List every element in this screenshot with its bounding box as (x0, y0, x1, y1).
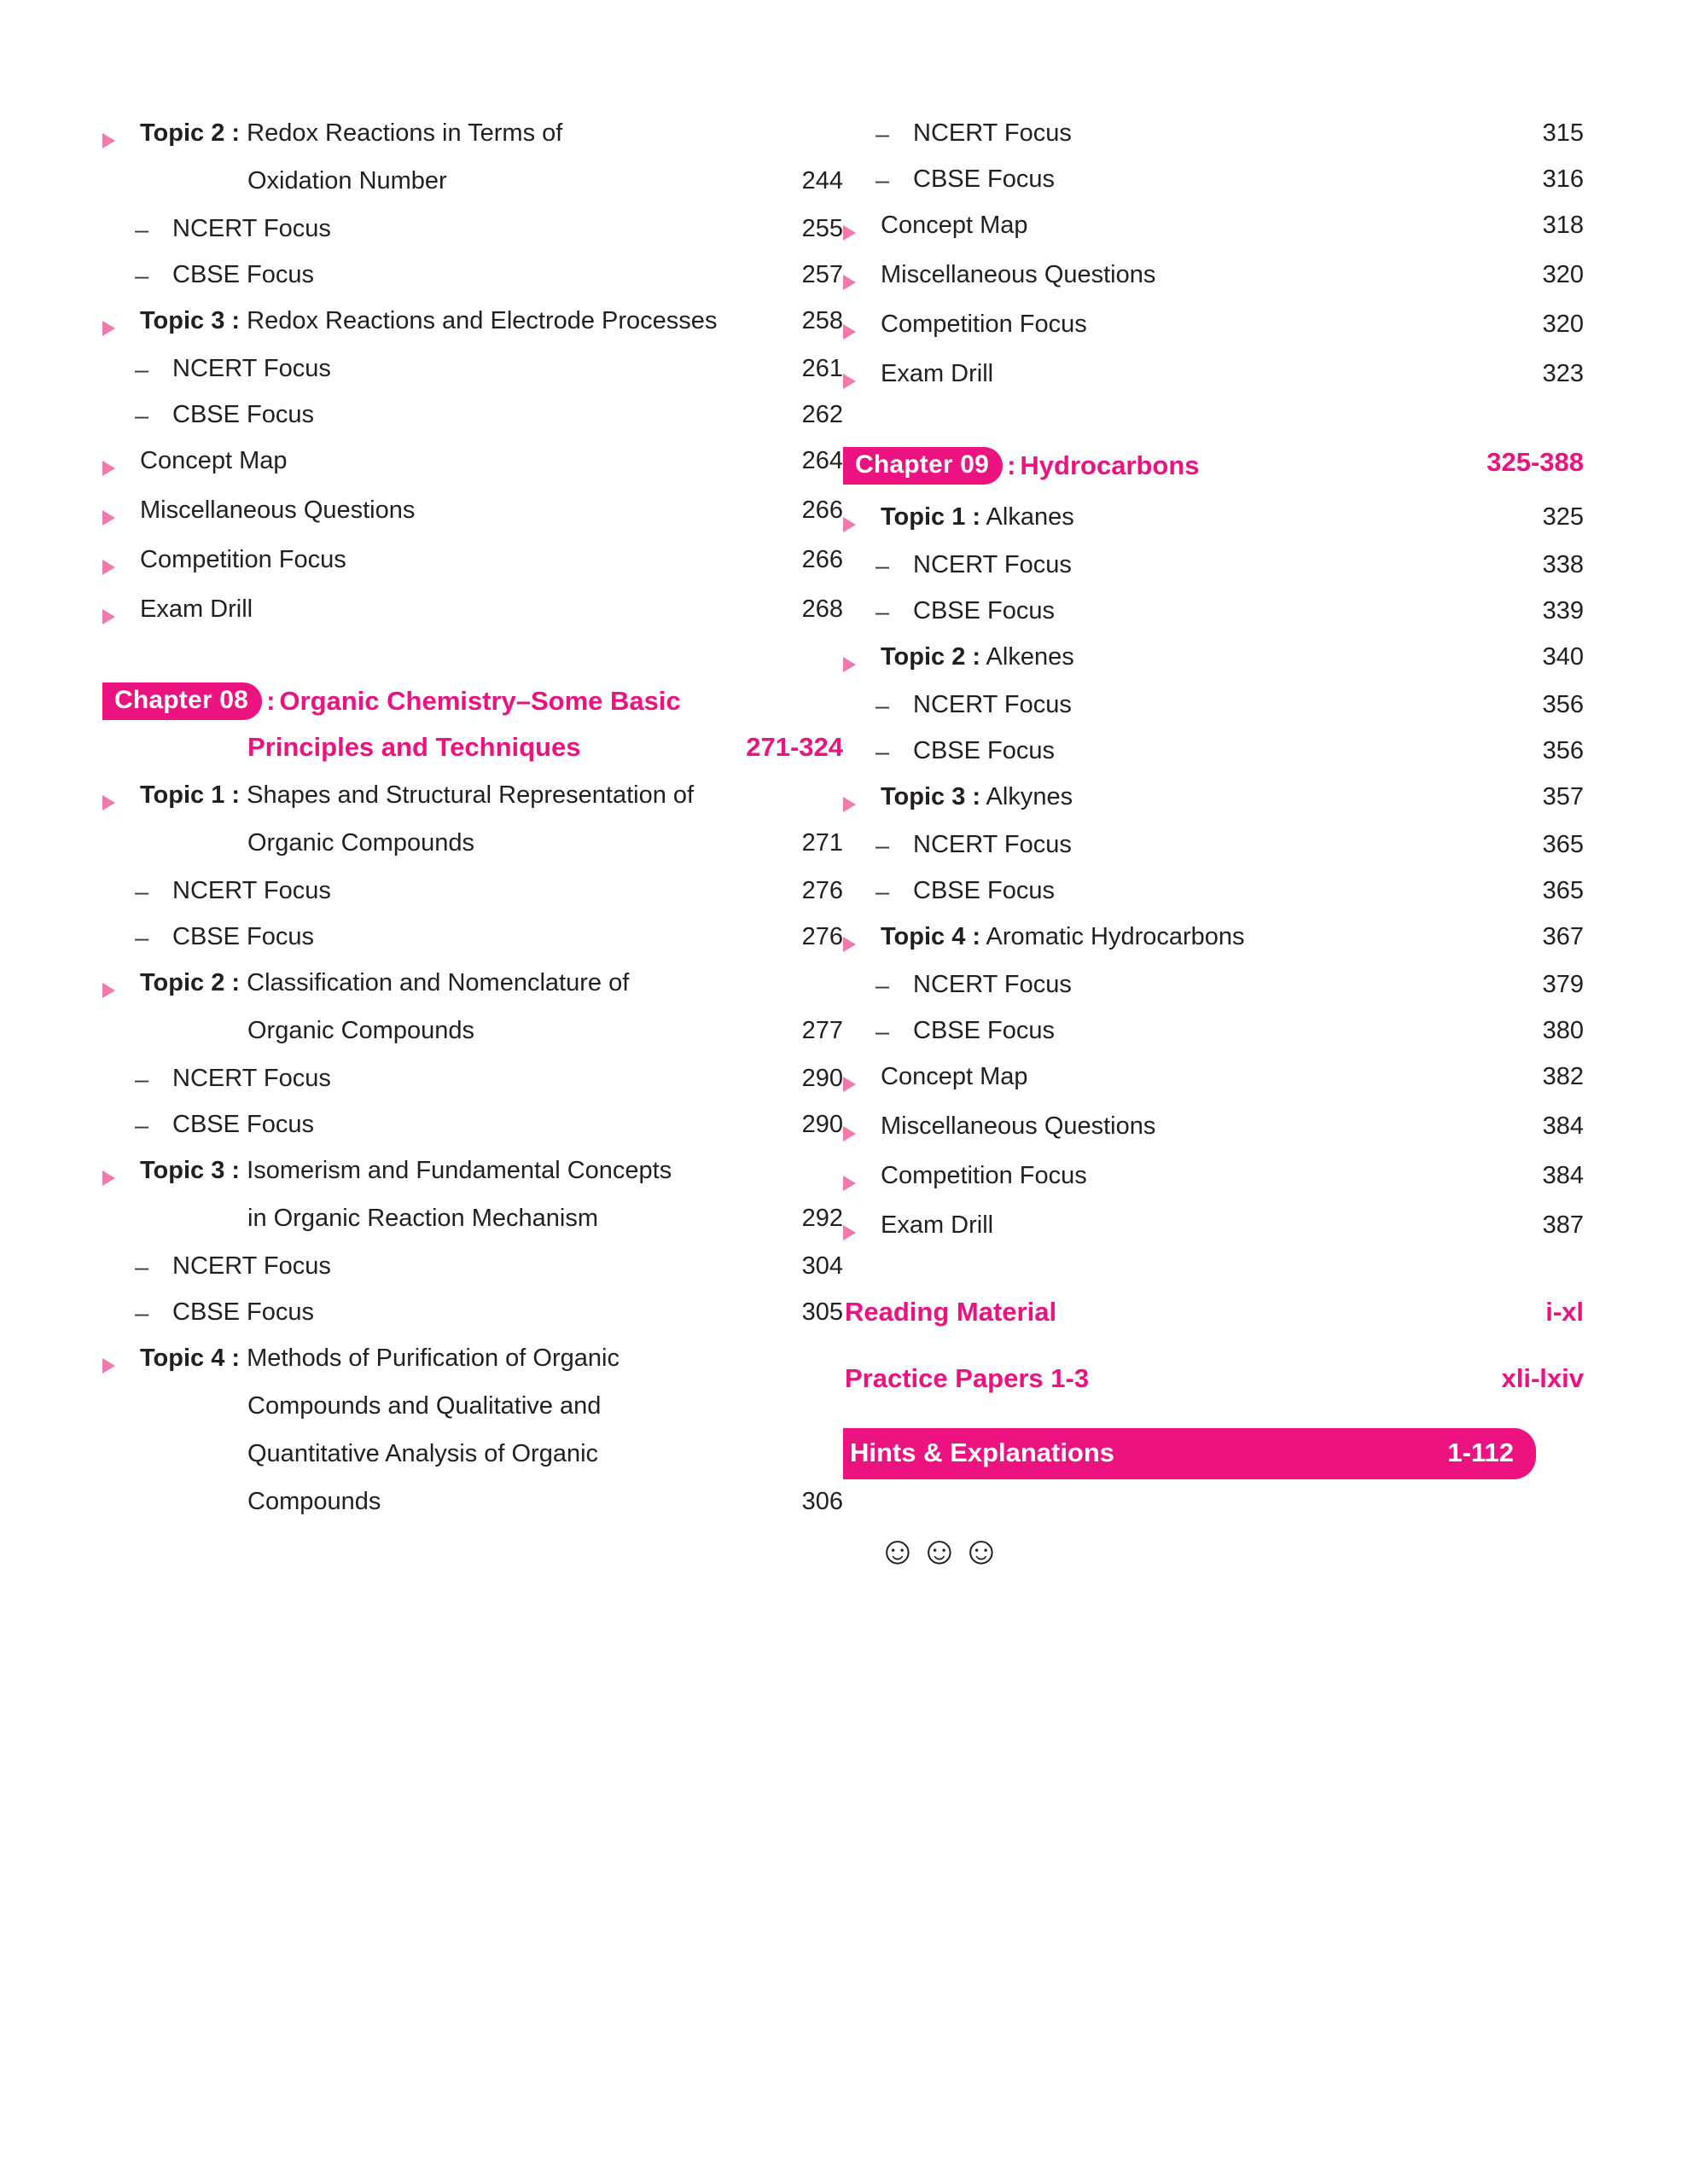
toc-section-item[interactable] (843, 311, 1584, 360)
dash-bullet-icon: – (135, 924, 149, 952)
toc-topic-item[interactable] (102, 1345, 843, 1392)
dash-bullet-icon: – (135, 403, 149, 430)
dash-bullet-icon: – (875, 1018, 890, 1046)
toc-item-label: NCERT Focus (172, 876, 331, 904)
chapter-08-header (102, 682, 843, 763)
toc-topic-item[interactable] (102, 781, 843, 829)
dash-bullet-icon: – (135, 357, 149, 384)
toc-item-label: Compounds and Qualitative and (247, 1391, 602, 1420)
dash-bullet-icon: – (135, 1112, 149, 1140)
dash-bullet-icon: – (135, 1299, 149, 1327)
triangle-bullet-icon (843, 1162, 881, 1193)
toc-item-label: CBSE Focus (172, 1110, 314, 1138)
toc-item-label: Quantitative Analysis of Organic (247, 1439, 599, 1467)
toc-item-page: 290 (801, 1110, 843, 1138)
toc-section-item[interactable] (102, 447, 843, 497)
toc-continuation-line (102, 1205, 843, 1252)
chapter-08-page-range: 271-324 (746, 731, 843, 762)
toc-topic-item[interactable] (102, 119, 843, 167)
toc-item-label: Exam Drill (140, 595, 253, 623)
hints-page-range: 1-112 (1447, 1437, 1514, 1467)
toc-item-page: 356 (1542, 690, 1584, 718)
toc-section-item[interactable] (102, 595, 843, 645)
toc-item-label: NCERT Focus (913, 830, 1072, 858)
dash-bullet-icon: – (875, 738, 890, 766)
topic-tag: Topic 3 : (140, 307, 241, 334)
triangle-bullet-icon (843, 503, 881, 534)
toc-sub-item[interactable] (843, 597, 1584, 643)
toc-item-label: CBSE Focus (172, 1298, 314, 1326)
toc-item-label: NCERT Focus (172, 355, 331, 382)
right-continued-chapter-list (843, 119, 1584, 410)
topic-tag: Topic 2 : (140, 119, 241, 147)
triangle-bullet-icon (843, 212, 881, 242)
dash-bullet-icon: – (875, 121, 890, 148)
toc-section-item[interactable] (843, 360, 1584, 410)
dash-bullet-icon: – (875, 552, 890, 580)
triangle-bullet-icon (843, 1112, 881, 1143)
triangle-bullet-icon (102, 781, 140, 812)
toc-item-page: 258 (801, 307, 843, 334)
toc-item-label (881, 643, 1510, 671)
toc-continuation-line (102, 1017, 843, 1065)
toc-item-page: 384 (1542, 1161, 1584, 1189)
toc-item-label: Competition Focus (881, 311, 1087, 338)
toc-continuation-line (102, 1392, 843, 1440)
toc-item-page: 387 (1542, 1211, 1584, 1239)
toc-item-label: CBSE Focus (913, 1016, 1055, 1044)
toc-item-page: 315 (1542, 119, 1584, 147)
toc-topic-item[interactable] (843, 503, 1584, 551)
toc-sub-item[interactable] (843, 1017, 1584, 1063)
topic-text: Methods of Purification of Organic (247, 1344, 620, 1372)
toc-continuation-line (102, 167, 843, 215)
triangle-bullet-icon (102, 969, 140, 1000)
toc-item-page: 266 (801, 497, 843, 524)
toc-item-page: 323 (1542, 360, 1584, 387)
dash-bullet-icon: – (135, 263, 149, 290)
dash-bullet-icon: – (135, 1066, 149, 1094)
topic-tag: Topic 3 : (140, 1156, 241, 1184)
toc-section-item[interactable] (843, 1211, 1584, 1261)
toc-item-label: NCERT Focus (172, 215, 331, 242)
topic-tag: Topic 3 : (881, 782, 981, 810)
triangle-bullet-icon (102, 595, 140, 626)
topic-text: Alkanes (986, 502, 1074, 531)
triangle-bullet-icon (102, 1157, 140, 1188)
toc-item-page: 339 (1542, 596, 1584, 624)
toc-item-page: 266 (801, 546, 843, 573)
toc-item-page: 340 (1542, 642, 1584, 671)
toc-item-label (881, 503, 1510, 531)
topic-text: Redox Reactions and Electrode Processes (247, 307, 718, 334)
back-matter-row[interactable] (843, 1363, 1584, 1394)
toc-item-label: CBSE Focus (913, 596, 1055, 624)
toc-sub-item[interactable] (102, 261, 843, 307)
toc-item-label: CBSE Focus (913, 876, 1055, 904)
toc-item-label: Competition Focus (140, 546, 346, 573)
toc-item-label: Oxidation Number (247, 167, 447, 195)
toc-item-label: CBSE Focus (172, 922, 314, 950)
toc-item-page: 325 (1542, 502, 1584, 531)
smiley-face-icon: ☺☺☺ (877, 1527, 1003, 1572)
topic-tag: Topic 2 : (881, 642, 981, 671)
triangle-bullet-icon (843, 261, 881, 292)
toc-item-label: Concept Map (881, 212, 1028, 239)
triangle-bullet-icon (102, 119, 140, 150)
toc-item-label (140, 969, 770, 997)
toc-item-page: 268 (801, 595, 843, 623)
back-matter-row[interactable] (843, 1297, 1584, 1327)
back-matter-label: Reading Material (845, 1296, 1057, 1327)
toc-sub-item[interactable] (843, 551, 1584, 597)
toc-item-page: 365 (1542, 830, 1584, 858)
topic-text: Classification and Nomenclature of (247, 968, 630, 996)
triangle-bullet-icon (843, 1211, 881, 1242)
toc-topic-item[interactable] (102, 307, 843, 355)
chapter-08-title-part1: Organic Chemistry–Some Basic (279, 685, 681, 716)
toc-item-page: 262 (801, 401, 843, 428)
triangle-bullet-icon (102, 307, 140, 338)
left-column (102, 119, 843, 1536)
toc-item-label: NCERT Focus (172, 1252, 331, 1280)
toc-item-page: 277 (801, 1016, 843, 1044)
dash-bullet-icon: – (875, 972, 890, 1000)
toc-sub-item[interactable] (843, 166, 1584, 212)
toc-item-label (140, 1157, 770, 1185)
dash-bullet-icon: – (875, 692, 890, 720)
toc-item-page: 271 (801, 828, 843, 857)
toc-item-label: NCERT Focus (913, 550, 1072, 578)
topic-tag: Topic 2 : (140, 968, 241, 996)
chapter-09-item-list (843, 503, 1584, 1261)
chapter-09-title-text: Hydrocarbons (1020, 450, 1200, 480)
toc-item-label: Miscellaneous Questions (881, 261, 1156, 288)
toc-sub-item[interactable] (843, 691, 1584, 737)
right-column (843, 119, 1584, 1573)
dash-bullet-icon: – (875, 878, 890, 906)
chapter-08-title-part2: Principles and Techniques (247, 731, 581, 762)
toc-item-label (140, 781, 770, 810)
toc-item-page: 357 (1542, 782, 1584, 810)
triangle-bullet-icon (843, 923, 881, 954)
triangle-bullet-icon (843, 1063, 881, 1094)
topic-text: Alkynes (986, 782, 1073, 810)
toc-topic-item[interactable] (102, 1157, 843, 1205)
topic-text: Aromatic Hydrocarbons (986, 922, 1245, 950)
dash-bullet-icon: – (135, 1253, 149, 1281)
toc-item-page: 257 (801, 261, 843, 288)
toc-item-page: 244 (801, 167, 843, 195)
toc-item-label: Compounds (247, 1487, 381, 1515)
toc-item-label (881, 923, 1510, 951)
dash-bullet-icon: – (875, 832, 890, 860)
toc-item-label: Concept Map (881, 1062, 1028, 1090)
toc-item-label (140, 307, 770, 335)
topic-tag: Topic 4 : (140, 1344, 241, 1372)
toc-item-label: NCERT Focus (172, 1064, 331, 1092)
toc-item-label: Concept Map (140, 447, 288, 474)
back-matter-label: Practice Papers 1-3 (845, 1362, 1090, 1393)
toc-item-label (140, 119, 770, 148)
chapter-08-pill: Chapter 08 (102, 682, 262, 720)
toc-item-label: Organic Compounds (247, 1016, 474, 1044)
toc-sub-item[interactable] (102, 923, 843, 969)
chapter-08-colon: : (266, 685, 276, 716)
toc-sub-item[interactable] (843, 971, 1584, 1017)
toc-item-label: Organic Compounds (247, 828, 474, 857)
triangle-bullet-icon (102, 497, 140, 527)
toc-sub-item[interactable] (102, 401, 843, 447)
toc-topic-item[interactable] (843, 783, 1584, 831)
toc-section-item[interactable] (102, 546, 843, 595)
back-matter-list (843, 1297, 1584, 1394)
chapter-08-title-line1 (102, 682, 843, 720)
toc-sub-item[interactable] (102, 1252, 843, 1298)
dash-bullet-icon: – (875, 167, 890, 195)
toc-item-page: 290 (801, 1064, 843, 1092)
toc-topic-item[interactable] (843, 923, 1584, 971)
toc-item-page: 384 (1542, 1112, 1584, 1140)
toc-item-page: 320 (1542, 261, 1584, 288)
toc-item-page: 276 (801, 922, 843, 950)
toc-item-page: 261 (801, 355, 843, 382)
topic-tag: Topic 1 : (140, 781, 241, 809)
toc-item-page: 255 (801, 215, 843, 242)
toc-section-item[interactable] (843, 1063, 1584, 1112)
topic-text: Redox Reactions in Terms of (247, 119, 563, 147)
toc-continuation-line (102, 829, 843, 877)
toc-section-item[interactable] (843, 261, 1584, 311)
toc-item-label: NCERT Focus (913, 690, 1072, 718)
toc-item-label: Miscellaneous Questions (881, 1112, 1156, 1140)
toc-item-page: 306 (801, 1487, 843, 1515)
toc-item-page: 305 (801, 1298, 843, 1326)
toc-item-label: Miscellaneous Questions (140, 497, 416, 524)
toc-item-label: NCERT Focus (913, 119, 1072, 147)
triangle-bullet-icon (102, 546, 140, 577)
toc-item-page: 320 (1542, 311, 1584, 338)
toc-sub-item[interactable] (102, 355, 843, 401)
toc-item-label: CBSE Focus (913, 736, 1055, 764)
toc-sub-item[interactable] (102, 1111, 843, 1157)
toc-sub-item[interactable] (843, 119, 1584, 166)
chapter-09-pill: Chapter 09 (843, 447, 1003, 485)
toc-item-page: 264 (801, 447, 843, 474)
toc-item-label: CBSE Focus (913, 166, 1055, 193)
toc-item-page: 292 (801, 1204, 843, 1232)
toc-sub-item[interactable] (102, 877, 843, 923)
toc-sub-item[interactable] (843, 737, 1584, 783)
triangle-bullet-icon (102, 447, 140, 478)
toc-topic-item[interactable] (102, 969, 843, 1017)
toc-item-page: 316 (1542, 166, 1584, 193)
toc-section-item[interactable] (843, 1112, 1584, 1162)
toc-item-label: CBSE Focus (172, 261, 314, 288)
chapter-09-page-range: 325-388 (1486, 447, 1584, 477)
chapter-09-title-line (843, 447, 1584, 485)
toc-section-item[interactable] (843, 212, 1584, 261)
toc-sub-item[interactable] (102, 1298, 843, 1345)
hints-label: Hints & Explanations (850, 1437, 1115, 1467)
toc-continuation-line (102, 1440, 843, 1488)
toc-section-item[interactable] (102, 497, 843, 546)
toc-sub-item[interactable] (843, 831, 1584, 877)
toc-item-label: Competition Focus (881, 1161, 1087, 1189)
triangle-bullet-icon (843, 783, 881, 814)
topic-tag: Topic 1 : (881, 502, 981, 531)
topic-tag: Topic 4 : (881, 922, 981, 950)
toc-item-label: in Organic Reaction Mechanism (247, 1204, 599, 1232)
triangle-bullet-icon (843, 311, 881, 341)
toc-section-item[interactable] (843, 1162, 1584, 1211)
toc-item-page: 379 (1542, 970, 1584, 998)
chapter-08-item-list (102, 781, 843, 1536)
toc-item-page: 356 (1542, 736, 1584, 764)
triangle-bullet-icon (843, 360, 881, 391)
toc-item-page: 367 (1542, 922, 1584, 950)
hints-and-explanations-bar (843, 1428, 1536, 1479)
toc-item-page: 365 (1542, 876, 1584, 904)
toc-item-label: Exam Drill (881, 360, 994, 387)
toc-item-page: 382 (1542, 1062, 1584, 1090)
toc-item-label (881, 783, 1510, 811)
toc-item-page: 318 (1542, 212, 1584, 239)
toc-sub-item[interactable] (102, 215, 843, 261)
toc-item-label: Exam Drill (881, 1211, 994, 1239)
chapter-09-colon: : (1007, 450, 1016, 480)
chapter-09-header (843, 447, 1584, 485)
dash-bullet-icon: – (135, 878, 149, 906)
toc-item-page: 380 (1542, 1016, 1584, 1044)
toc-item-page: 304 (801, 1252, 843, 1280)
triangle-bullet-icon (843, 643, 881, 674)
topic-text: Isomerism and Fundamental Concepts (247, 1156, 672, 1184)
left-continued-chapter-list (102, 119, 843, 645)
two-column-layout (102, 119, 1585, 1573)
toc-sub-item[interactable] (102, 1065, 843, 1111)
back-matter-page-range: xli-lxiv (1501, 1362, 1584, 1393)
dash-bullet-icon: – (875, 598, 890, 626)
toc-item-label: CBSE Focus (172, 401, 314, 428)
toc-sub-item[interactable] (843, 877, 1584, 923)
triangle-bullet-icon (102, 1345, 140, 1375)
toc-item-label (140, 1345, 770, 1373)
topic-text: Shapes and Structural Representation of (247, 781, 695, 809)
chapter-08-title-line2 (102, 732, 843, 763)
toc-item-label: NCERT Focus (913, 970, 1072, 998)
topic-text: Alkenes (986, 642, 1074, 671)
toc-item-page: 276 (801, 876, 843, 904)
toc-item-page: 338 (1542, 550, 1584, 578)
back-matter-page-range: i-xl (1545, 1296, 1584, 1327)
toc-topic-item[interactable] (843, 643, 1584, 691)
dash-bullet-icon: – (135, 217, 149, 244)
